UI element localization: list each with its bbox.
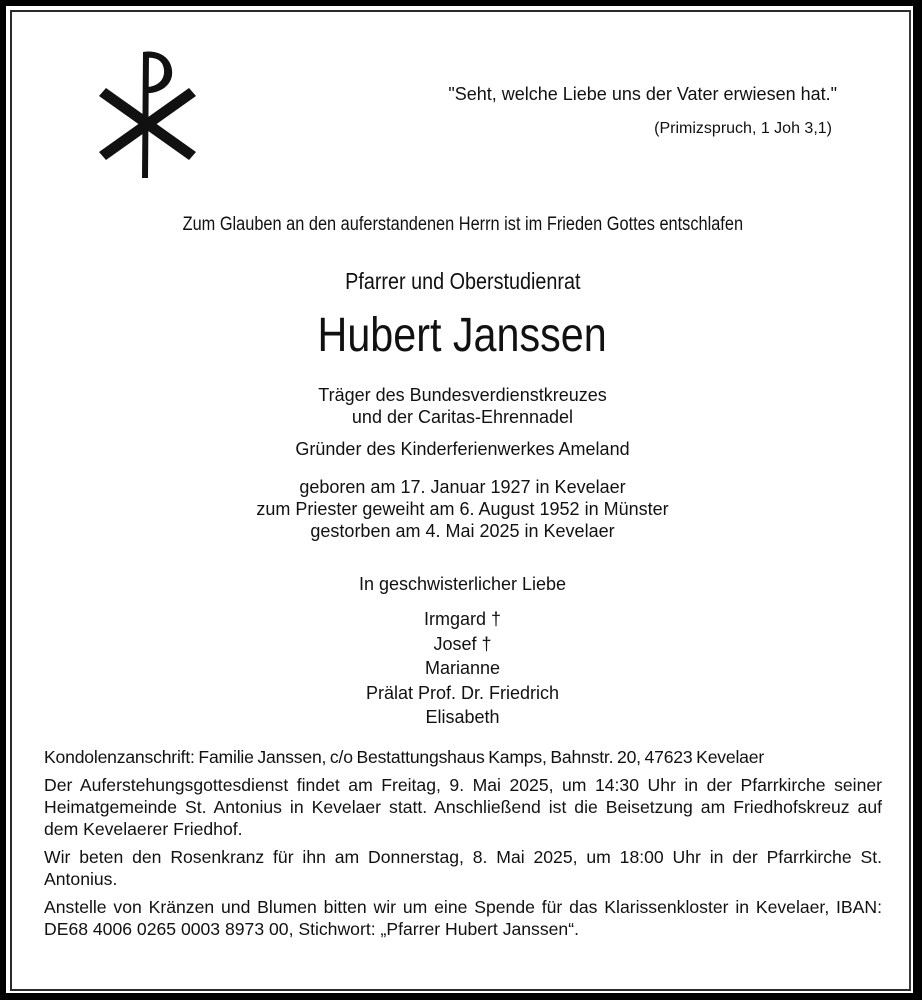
sibling-name: Marianne [424, 658, 501, 678]
siblings-list [12, 607, 913, 730]
deceased-title-text: Pfarrer und Oberstudienrat [344, 268, 581, 294]
quote-source: (Primizspruch, 1 Joh 3,1) [654, 120, 832, 137]
chi-rho-icon [96, 46, 202, 180]
deceased-name-text: Hubert Janssen [317, 309, 608, 362]
honor-line: Träger des Bundesverdienstkreuzes [318, 385, 607, 405]
deceased-name [12, 308, 913, 363]
funeral-service-info: Der Auferstehungsgottesdienst findet am Freitag, 9. Mai 2025, um 14:30 Uhr in der Pfarrkirche seiner Heimatgemeinde St. Antonius in Kevelaer statt. Anschließend ist die Beisetzung am Friedhofskreuz auf dem Kevelaerer Friedhof. [44, 775, 882, 839]
quote: "Seht, welche Liebe uns der Vater erwiesen hat." [448, 84, 837, 104]
rosary-info: Wir beten den Rosenkranz für ihn am Donnerstag, 8. Mai 2025, um 18:00 Uhr in der Pfarrkirche St. Antonius. [44, 847, 882, 889]
deceased-title [12, 268, 913, 295]
sibling-name: Elisabeth [425, 707, 500, 727]
honor-line: und der Caritas-Ehrennadel [351, 407, 574, 427]
donation-info: Anstelle von Kränzen und Blumen bitten wir um eine Spende für das Klarissenkloster in Kevelaer, IBAN: DE68 4006 0265 0003 8973 00, Stichwort: „Pfarrer Hubert Janssen“. [44, 897, 882, 939]
sibling-name: Prälat Prof. Dr. Friedrich [365, 682, 560, 703]
notice-frame [6, 6, 913, 993]
notice-inner-border [10, 10, 911, 991]
intro-line [12, 214, 913, 236]
sibling-name: Josef † [433, 633, 492, 654]
notes-section [44, 746, 882, 946]
honors [12, 384, 913, 428]
sibling-name: Irmgard † [423, 609, 502, 629]
death-line: gestorben am 4. Mai 2025 in Kevelaer [310, 521, 615, 541]
condolence-address: Kondolenzanschrift: Familie Janssen, c/o Bestattungshaus Kamps, Bahnstr. 20, 47623 Kevelaer [44, 747, 764, 767]
intro-text: Zum Glauben an den auferstandenen Herrn ist im Frieden Gottes entschlafen [182, 214, 743, 235]
ordination-line: zum Priester geweiht am 6. August 1952 in Münster [256, 499, 669, 519]
siblings-heading: In geschwisterlicher Liebe [358, 574, 567, 594]
life-dates [12, 476, 913, 542]
birth-line: geboren am 17. Januar 1927 in Kevelaer [299, 477, 626, 497]
founder-line: Gründer des Kinderferienwerkes Ameland [295, 439, 630, 459]
